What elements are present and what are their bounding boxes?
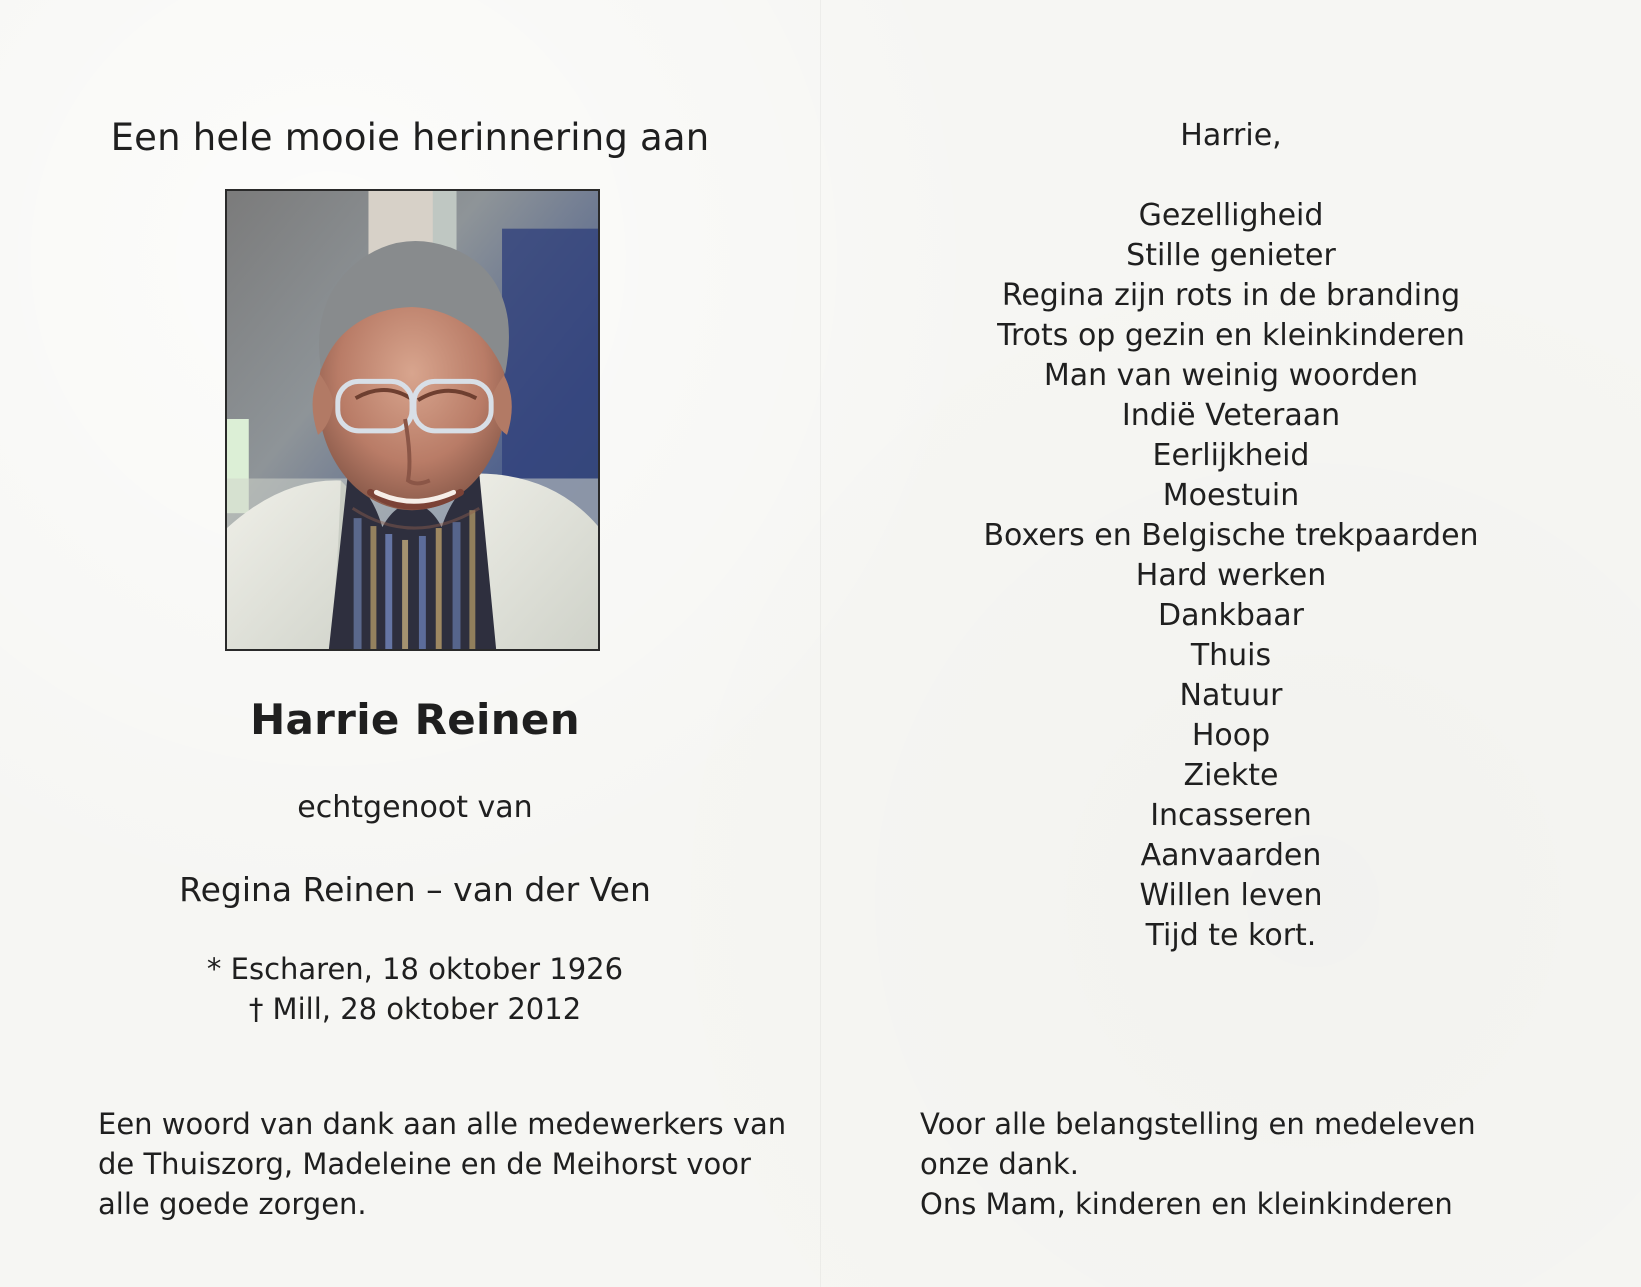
- birth-date-place: * Escharen, 18 oktober 1926: [206, 952, 624, 986]
- poem-line: Moestuin: [1162, 478, 1300, 513]
- poem-line: Hoop: [1191, 718, 1271, 753]
- poem-line: Regina zijn rots in de branding: [1001, 278, 1461, 313]
- right-thanks-text: [920, 1104, 1520, 1224]
- right-panel: [820, 0, 1641, 1287]
- poem-line: Man van weinig woorden: [1043, 358, 1419, 393]
- left-thanks-line-1: Een woord van dank aan alle medewerkers van: [98, 1107, 787, 1141]
- left-panel: [0, 0, 820, 1287]
- deceased-name: Harrie Reinen: [250, 695, 580, 744]
- poem-line: Tijd te kort.: [1145, 918, 1317, 953]
- left-thanks-text: [98, 1104, 787, 1224]
- spouse-name: Regina Reinen – van der Ven: [179, 870, 651, 909]
- death-date-place: † Mill, 28 oktober 2012: [248, 992, 582, 1026]
- poem-line: Dankbaar: [1157, 598, 1304, 633]
- poem-line: Ziekte: [1183, 758, 1279, 793]
- poem-line: Eerlijkheid: [1152, 438, 1310, 473]
- right-thanks-line-3: Ons Mam, kinderen en kleinkinderen: [920, 1187, 1453, 1221]
- left-thanks-line-3: alle goede zorgen.: [98, 1187, 367, 1221]
- poem-line: Hard werken: [1135, 558, 1327, 593]
- right-thanks-line-2: onze dank.: [920, 1147, 1079, 1181]
- poem-line: Stille genieter: [1126, 238, 1336, 273]
- poem-line: Incasseren: [1150, 798, 1312, 833]
- portrait-illustration: [227, 191, 598, 649]
- poem-line: Indië Veteraan: [1121, 398, 1341, 433]
- spouse-label: echtgenoot van: [297, 790, 533, 825]
- poem-line: Natuur: [1179, 678, 1283, 713]
- portrait-photo: [225, 189, 600, 651]
- right-thanks-line-1: Voor alle belangstelling en medeleven: [920, 1107, 1476, 1141]
- poem-line: Thuis: [1190, 638, 1272, 673]
- poem-line: Gezelligheid: [1138, 198, 1324, 233]
- poem-line: Trots op gezin en kleinkinderen: [997, 318, 1465, 353]
- left-thanks-line-2: de Thuiszorg, Madeleine en de Meihorst voor: [98, 1147, 751, 1181]
- poem-salutation: Harrie,: [1180, 118, 1282, 153]
- poem-line: Willen leven: [1139, 878, 1323, 913]
- poem-line: Aanvaarden: [1140, 838, 1322, 873]
- poem-line: Boxers en Belgische trekpaarden: [983, 518, 1479, 553]
- intro-heading: Een hele mooie herinnering aan: [110, 116, 710, 159]
